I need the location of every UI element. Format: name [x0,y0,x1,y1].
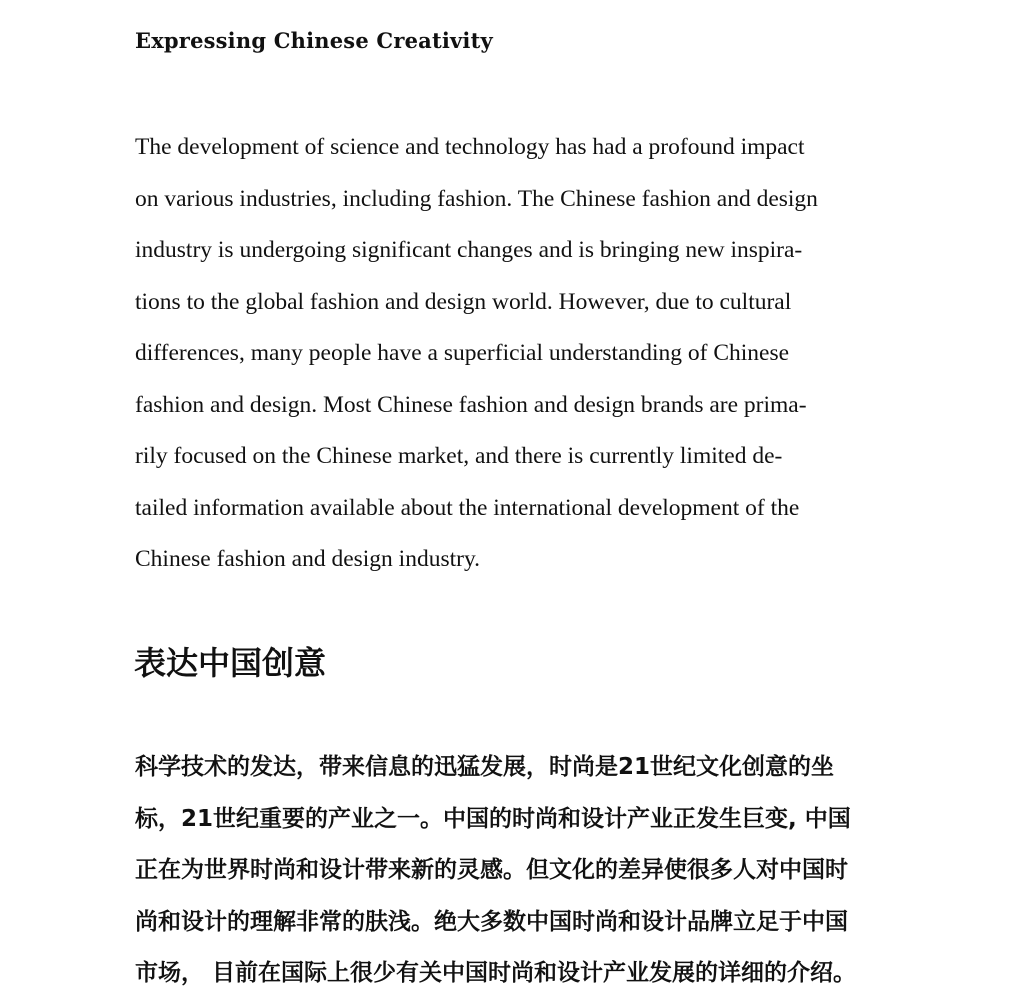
chinese-heading: 表达中国创意 [134,644,327,682]
english-paragraph-line: differences, many people have a superficial understanding of Chinese [135,340,790,366]
chinese-paragraph-line: 尚和设计的理解非常的肤浅。绝大多数中国时尚和设计品牌立足于中国 [135,908,848,935]
chinese-paragraph-line: 标，21世纪重要的产业之一。中国的时尚和设计产业正发生巨变, 中国 [135,805,851,832]
english-paragraph-line: rily focused on the Chinese market, and there is currently limited de- [135,443,783,469]
english-paragraph-line: Chinese fashion and design industry. [135,546,481,572]
english-paragraph-line: The development of science and technology has had a profound impact [135,134,805,160]
english-paragraph [135,128,915,592]
english-paragraph-line: fashion and design. Most Chinese fashion and design brands are prima- [135,391,807,418]
english-paragraph-line: tions to the global fashion and design world. However, due to cultural [135,288,792,315]
page-title: Expressing Chinese Creativity [135,28,493,53]
english-paragraph-line: tailed information available about the international development of the [135,494,800,521]
chinese-paragraph [135,748,915,1006]
english-paragraph-line: on various industries, including fashion. The Chinese fashion and design [135,185,818,212]
chinese-paragraph-line: 科学技术的发达，带来信息的迅猛发展，时尚是21世纪文化创意的坐 [135,754,835,780]
chinese-paragraph-line: 正在为世界时尚和设计带来新的灵感。但文化的差异使很多人对中国时 [135,857,848,883]
chinese-paragraph-line: 市场， 目前在国际上很少有关中国时尚和设计产业发展的详细的介绍。 [135,960,857,986]
english-paragraph-line: industry is undergoing significant changes and is bringing new inspira- [135,237,803,263]
